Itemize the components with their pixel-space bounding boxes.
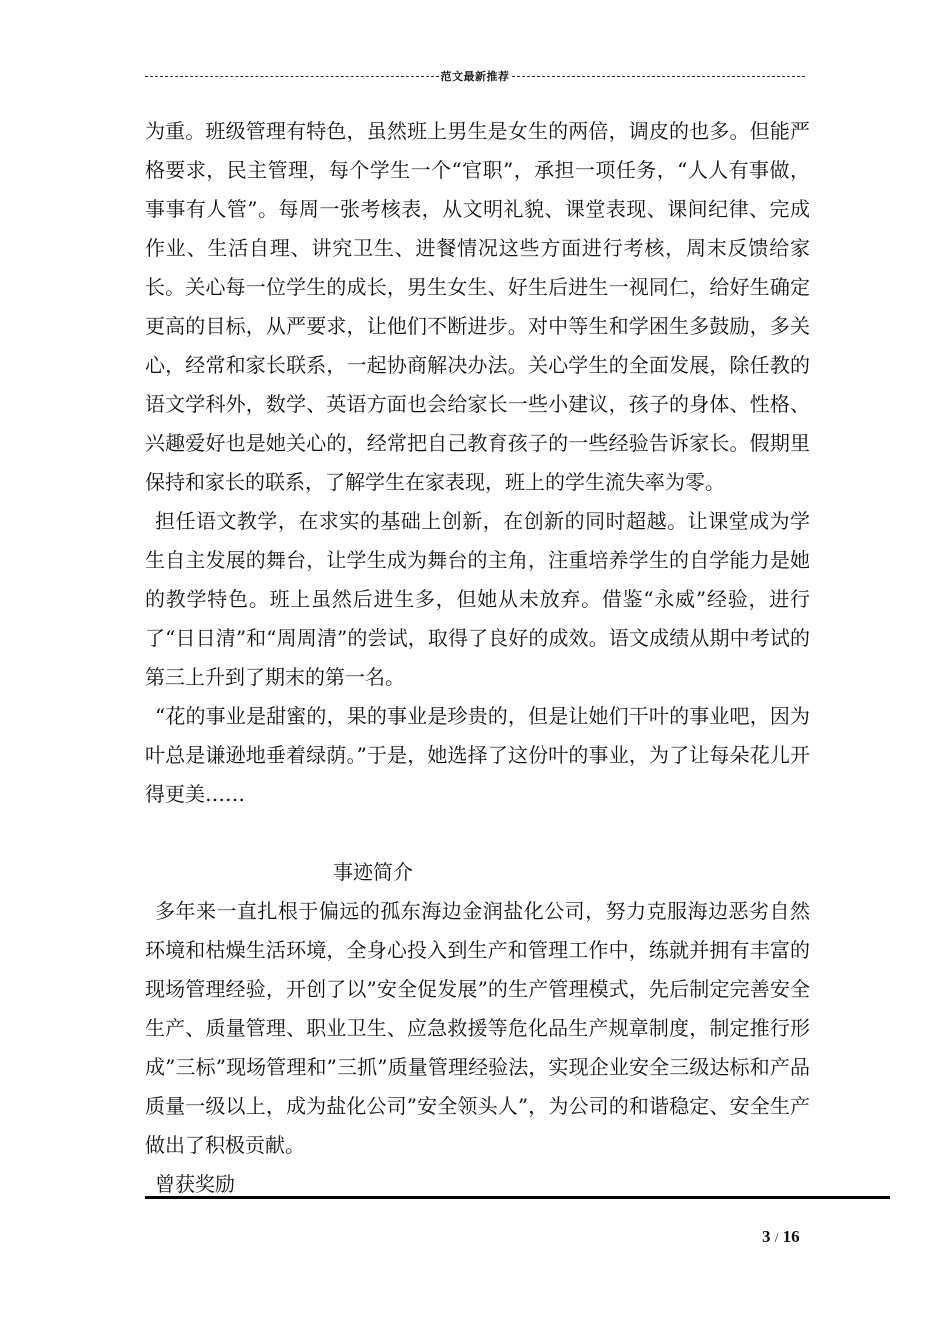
paragraph-class-management: 为重。班级管理有特色，虽然班上男生是女生的两倍，调皮的也多。但能严格要求，民主管理，每个学生一个“官职”，承担一项任务，“人人有事做，事事有人管”。每周一张考核表，从文明礼貌、课堂表现、课间纪律、完成作业、生活自理、讲究卫生、进餐情况这些方面进行考核，周末反馈给家长。关心每一位学生的成长，男生女生、好生后进生一视同仁，给好生确定更高的目标，从严要求，让他们不断进步。对中等生和学困生多鼓励，多关心，经常和家长联系，一起协商解决办法。关心学生的全面发展，除任教的语文学科外，数学、英语方面也会给家长一些小建议，孩子的身体、性格、兴趣爱好也是她关心的，经常把自己教育孩子的一些经验告诉家长。假期里保持和家长的联系，了解学生在家表现，班上的学生流失率为零。 xyxy=(145,119,810,494)
footer-divider xyxy=(145,1196,890,1199)
page-separator: / xyxy=(774,1230,779,1245)
page-current: 3 xyxy=(762,1227,771,1246)
page-total: 16 xyxy=(782,1227,800,1246)
awards-label: 曾获奖励 xyxy=(155,1172,235,1196)
section-heading: 事迹简介 xyxy=(333,860,413,884)
document-body xyxy=(145,112,810,1204)
paragraph-chinese-teaching: 担任语文教学，在求实的基础上创新，在创新的同时超越。让课堂成为学生自主发展的舞台，让学生成为舞台的主角，注重培养学生的自学能力是她的教学特色。班上虽然后进生多，但她从未放弃。借鉴“永威”经验，进行了“日日清”和“周周清”的尝试，取得了良好的成效。语文成绩从期中考试的第三上升到了期末的第一名。 xyxy=(145,509,810,689)
paragraph-leaf-quote: “花的事业是甜蜜的，果的事业是珍贵的，但是让她们干叶的事业吧，因为叶总是谦逊地垂着绿荫。”于是，她选择了这份叶的事业，为了让每朵花儿开得更美…… xyxy=(145,704,810,806)
blank-line xyxy=(145,814,810,853)
page-number xyxy=(762,1227,800,1247)
header-dash-left xyxy=(145,76,439,77)
header-dash-right xyxy=(512,76,806,77)
paragraph-deeds-summary: 多年来一直扎根于偏远的孤东海边金润盐化公司，努力克服海边恶劣自然环境和枯燥生活环境，全身心投入到生产和管理工作中，练就并拥有丰富的现场管理经验，开创了以”安全促发展”的生产管理模式，先后制定完善安全生产、质量管理、职业卫生、应急救援等危化品生产规章制度，制定推行形成”三标”现场管理和”三抓”质量管理经验法，实现企业安全三级达标和产品质量一级以上，成为盐化公司”安全领头人”，为公司的和谐稳定、安全生产做出了积极贡献。 xyxy=(145,899,810,1157)
page-header xyxy=(145,66,805,86)
header-title: 范文最新推荐 xyxy=(440,70,510,83)
